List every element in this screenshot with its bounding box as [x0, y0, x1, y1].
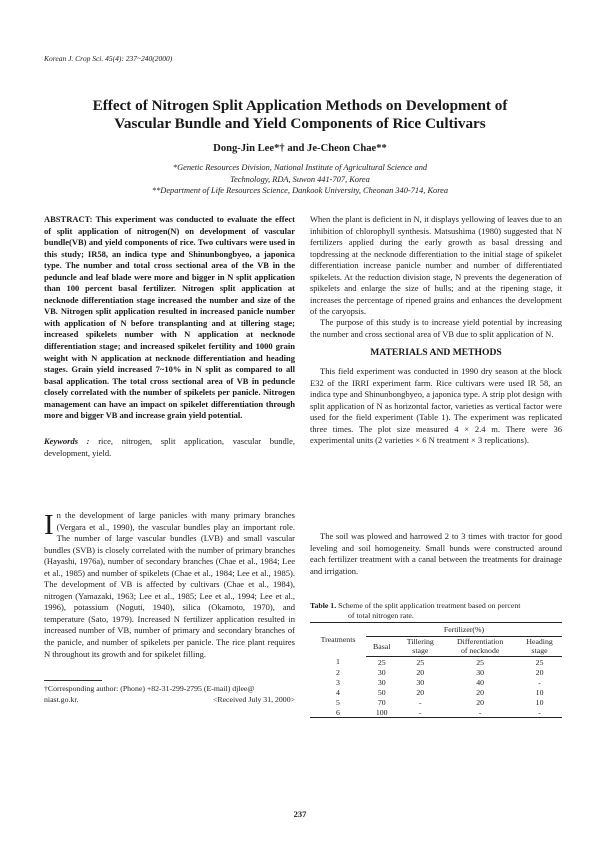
page-number: 237 [293, 809, 307, 819]
affiliations [40, 162, 560, 197]
footnote-line-2 [44, 695, 295, 706]
right-paragraph-1: When the plant is deficient in N, it displays yellowing of leaves due to an inhibition of chlorophyll synthesis. Matsushima (1980) suggested that N fertilizers applied during the early growth as basal dressing and topdressing at the necknode differentiation to the initial stage of spikelet differentiation increase panicle number and number of differentiated spikelets. At the reduction division stage, N prevents the degeneration of spikelets and enlarge the size of hulls; and at the ripening stage, it increases the percentage of ripened grains and enhances the development of the caryopsis. [310, 214, 562, 317]
table-row: 2 30 20 30 20 [336, 667, 544, 677]
footnote-line-1: †Corresponding author: (Phone) +82-31-299-2795 (E-mail) djlee@ [44, 684, 255, 693]
table-caption-label: Table 1. [310, 601, 337, 610]
title-line-2: Vascular Bundle and Yield Components of Rice Cultivars [114, 115, 486, 132]
title-line-1: Effect of Nitrogen Split Application Methods on Development of [92, 97, 508, 114]
paper-title [40, 97, 560, 133]
keywords-text: rice, nitrogen, split application, vascular bundle, development, yield. [44, 436, 295, 458]
methods-paragraph-2: The soil was plowed and harrowed 2 to 3 times with tractor for good leveling and soil homogeneity. Small bunds were constructed around each fertilizer treatment with a canal between the treatments for drainage and irrigation. [310, 531, 562, 576]
affiliation-line-2: Technology, RDA, Suwon 441-707, Korea [230, 174, 370, 184]
table-subheader-basal: Basal [366, 637, 397, 657]
journal-reference: Korean J. Crop Sci. 45(4): 237~240(2000) [44, 54, 173, 63]
introduction [44, 510, 295, 660]
table-header-treatments: Treatments [320, 635, 356, 645]
affiliation-line-1: *Genetic Resources Division, National Institute of Agricultural Science and [172, 163, 428, 172]
section-heading-methods: MATERIALS AND METHODS [370, 347, 502, 358]
abstract: ABSTRACT: This experiment was conducted to evaluate the effect of split application of nitrogen(N) on development of vascular bundle(VB) and yield components of rice. Two cultivars were used in this study; IR58, an indica type and Shinunbongbyeo, a japonica type. The number and total cross sectional area of the VB in the peduncle and leaf blade were more and bigger in N split application than 100 percent basal fertilizer. Nitrogen split application at necknode differentiation stage increased the number and size of the VB. Nitrogen split application resulted in increased panicle number with application of N before transplanting and at tillering stage; increased spikelets number with N application at necknode differentiation stage; and increased spikelet fertility and 1000 grain weight with N application at necknode differentiation and heading stages. Grain yield increased 7~10% in N split as compared to all basal application. The total cross sectional area of VB in peduncle closely correlated with the number of spikelets per panicle. Nitrogen management can have an impact on spikelet differentiation through more and bigger VB and increase grain yield potential. [44, 214, 295, 421]
table-subheader-heading: Heading stage [517, 637, 562, 657]
table-subheader-tillering: Tillering stage [397, 637, 443, 657]
table-row: 6 100 - - - [310, 707, 562, 718]
table-row: 1 25 25 25 25 [336, 657, 544, 667]
intro-text: n the development of large panicles with many primary branches (Vergara et al., 1990), the vascular bundles play an important role. The number of large vascular bundles (LVB) and small vascular bundles (SVB) is closely correlated with the number of primary branches (Hayashi, 1976a), number of secondary branches (Chae et al., 1984; Lee et al., 1985) and number of spikelets (Chae et al., 1984; Lee et al., 1985). The development of VB is affected by cultivars (Chae et al., 1984), nitrogen (Yamazaki, 1963; Lee et al., 1985; Lee et al., 1994; Lee et al., 1996), potassium (Noguti, 1940), silica (Okamoto, 1970), and temperature (Sato, 1979). Increased N fertilizer application resulted in increased number of VB, number of primary and secondary branches of the panicle, and number of spikelets per panicle. The rice plant requires N throughout its growth and for spikelet filling. [44, 510, 295, 659]
table-1 [310, 622, 562, 718]
keywords [44, 436, 295, 459]
authors: Dong-Jin Lee*† and Je-Cheon Chae** [213, 143, 387, 154]
footnote-divider [44, 680, 102, 681]
table-subheader-differentiation: Differentiation of necknode [443, 637, 517, 657]
table-row: 5 70 - 20 10 [336, 697, 544, 707]
table-caption-text-1: Scheme of the split application treatment based on percent [336, 601, 521, 610]
table-caption-line-2: of total nitrogen rate. [348, 611, 414, 620]
affiliation-line-3: **Department of Life Resources Science, Dankook University, Cheonan 340-714, Korea [151, 186, 449, 195]
received-date: <Received July 31, 2000> [213, 694, 295, 704]
table-header-fertilizer: Fertilizer(%) [366, 623, 562, 637]
right-paragraph-2: The purpose of this study is to increase yield potential by increasing the number and cross sectional area of VB due to split application of N. [310, 317, 562, 339]
table-caption-line-1 [310, 601, 562, 611]
methods-paragraph-1: This field experiment was conducted in 1990 dry season at the block E32 of the IRRI experiment farm. Rice cultivars were used IR 58, an indica type and Shinunbongbyeo, a japonica type. A strip plot design with split application of N as horizontal factor, varieties as vertical factor were used for the field experiment (Table 1). The experiment was replicated three times. The plot size measured 4 × 2.4 m. There were 36 experimental units (2 varieties × 6 N treatment × 3 replications). [310, 366, 562, 446]
table-row: 3 30 30 40 - [336, 677, 541, 687]
intro-dropcap: I [44, 509, 54, 541]
keywords-label: Keywords : [44, 436, 90, 446]
footnote-email-end: niast.go.kr. [44, 694, 79, 704]
footnote [44, 684, 295, 705]
table-caption [310, 601, 562, 621]
table-row: 4 50 20 20 10 [336, 687, 544, 697]
